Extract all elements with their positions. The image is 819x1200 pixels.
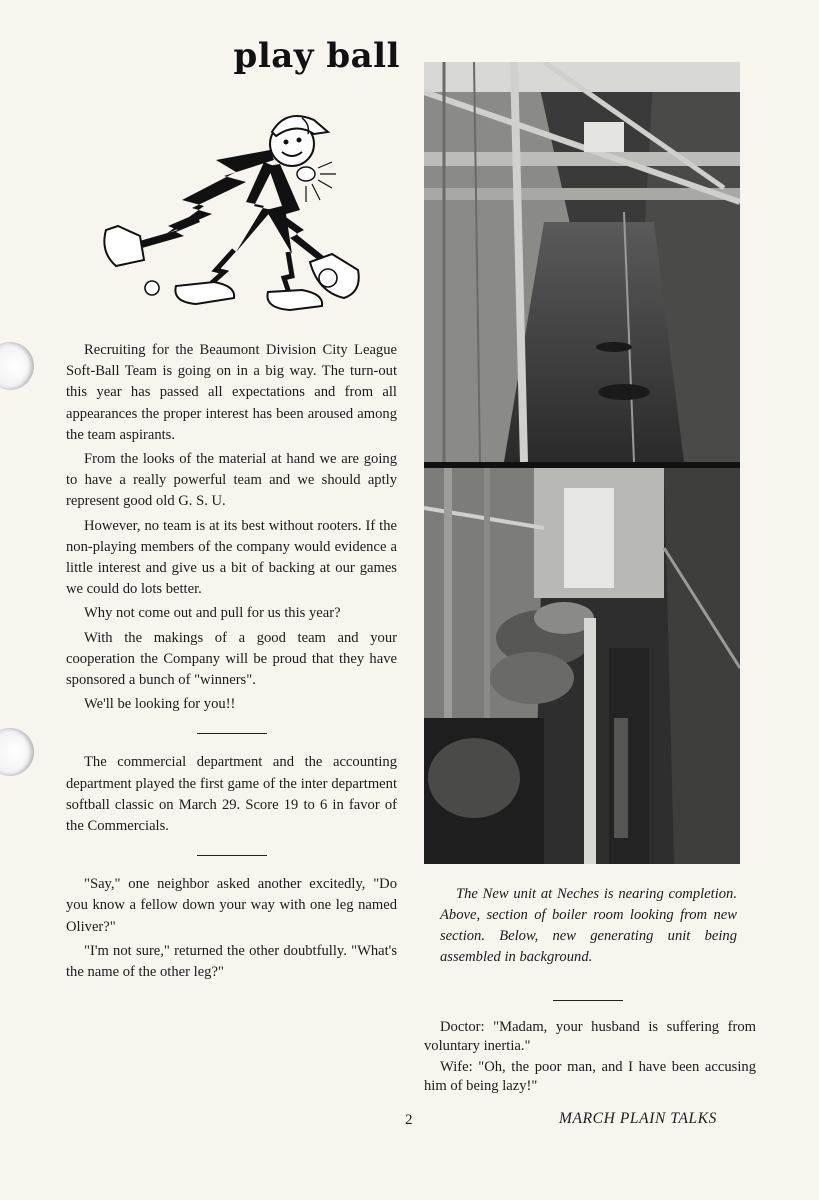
photo-column: [424, 62, 740, 864]
publication-title: MARCH PLAIN TALKS: [559, 1110, 718, 1127]
left-column: [66, 340, 397, 986]
softball-note: The commercial department and the accounting department played the first game of the inter department softball classic on March 29. Score 19 to 6 in favor of the Commercials.: [66, 754, 397, 835]
binder-hole-top: [0, 342, 34, 390]
article-paragraph: From the looks of the material at hand we are going to have a really powerful team and we should aptly represent good old G. S. U.: [66, 451, 397, 510]
joke-line: Wife: "Oh, the poor man, and I have been accusing him of being lazy!": [424, 1059, 756, 1094]
joke-line: "Say," one neighbor asked another excitedly, "Do you know a fellow down your way with one leg named Oliver?": [66, 876, 397, 935]
generating-unit-photo: [424, 468, 740, 864]
section-divider: [197, 733, 267, 734]
page-title: play ball: [233, 36, 400, 76]
article-paragraph: Recruiting for the Beaumont Division City League Soft-Ball Team is going on in a big way. The turn-out this year has passed all expectations and from all appearances the proper interest has been aroused among the team aspirants.: [66, 342, 397, 443]
page-number: 2: [405, 1112, 413, 1128]
mascot-illustration: [96, 102, 366, 322]
article-paragraph: However, no team is at its best without rooters. If the non-playing members of the company would evidence a little interest and give us a bit of backing at our games we could do lots better.: [66, 517, 397, 598]
article-paragraph: Why not come out and pull for us this year?: [84, 605, 341, 622]
binder-hole-bottom: [0, 728, 34, 776]
article-paragraph: We'll be looking for you!!: [84, 696, 236, 713]
section-divider: [553, 1000, 623, 1001]
article-paragraph: With the makings of a good team and your cooperation the Company will be proud that they have sponsored a bunch of "winners".: [66, 629, 397, 689]
section-divider: [197, 855, 267, 856]
right-joke: [424, 1018, 756, 1098]
joke-line: "I'm not sure," returned the other doubtfully. "What's the name of the other leg?": [66, 942, 397, 981]
photo-caption: The New unit at Neches is nearing completion. Above, section of boiler room looking from new section. Below, new generating unit being assembled in background.: [440, 886, 737, 965]
joke-line: Doctor: "Madam, your husband is suffering from voluntary inertia.": [424, 1019, 756, 1054]
boiler-room-photo: [424, 62, 740, 462]
